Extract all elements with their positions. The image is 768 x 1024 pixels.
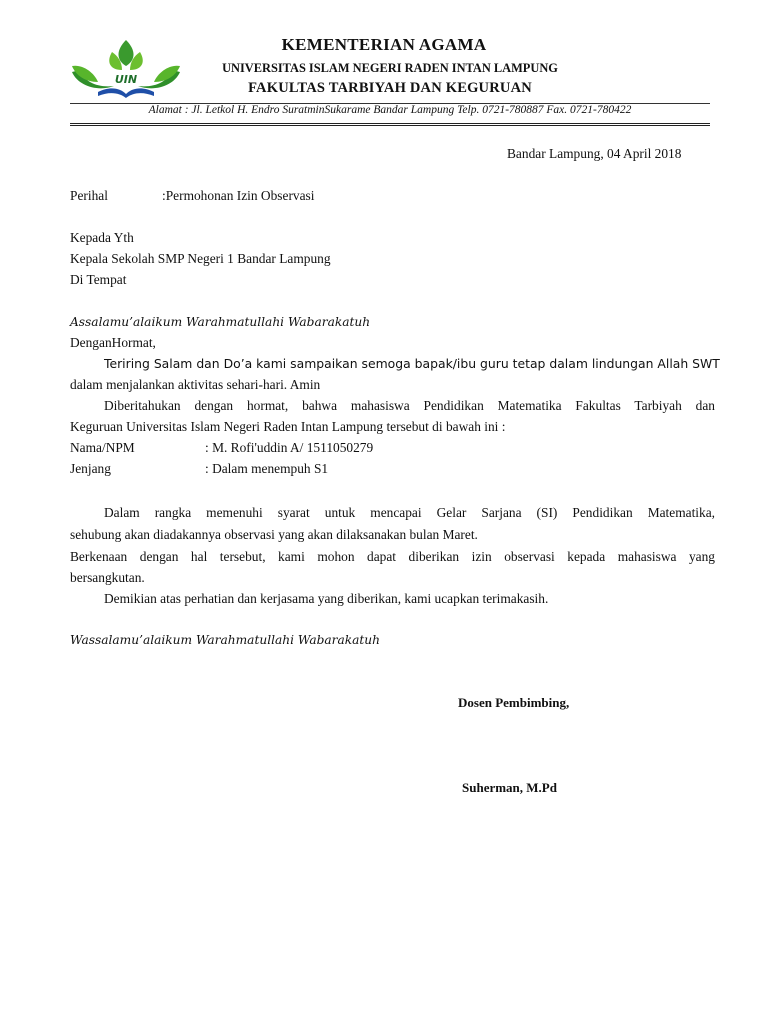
place-date: Bandar Lampung, 04 April 2018: [507, 146, 682, 161]
paragraph-2-line-1: Diberitahukan dengan hormat, bahwa mahasiswa Pendidikan Matematika Fakultas Tarbiyah dan: [104, 398, 715, 413]
paragraph-1-line-1: Teriring Salam dan Do’a kami sampaikan semoga bapak/ibu guru tetap dalam lindungan Allah SWT: [104, 356, 720, 371]
signature-title: Dosen Pembimbing,: [458, 695, 570, 710]
recipient-line-2: Kepala Sekolah SMP Negeri 1 Bandar Lampung: [70, 251, 331, 266]
paragraph-2-line-2: Keguruan Universitas Islam Negeri Raden Intan Lampung tersebut di bawah ini :: [70, 419, 506, 434]
paragraph-3-line-1: Dalam rangka memenuhi syarat untuk mencapai Gelar Sarjana (SI) Pendidikan Matematika,: [104, 505, 715, 520]
university-heading: UNIVERSITAS ISLAM NEGERI RADEN INTAN LAMPUNG: [222, 61, 558, 75]
subject-label: Perihal: [70, 188, 108, 203]
student-level-value: : Dalam menempuh S1: [205, 461, 329, 476]
subject-value: :Permohonan Izin Observasi: [162, 188, 315, 203]
student-name-value: : M. Rofi'uddin A/ 1511050279: [205, 440, 374, 455]
logo-text: UIN: [114, 73, 138, 86]
ministry-heading: KEMENTERIAN AGAMA: [281, 35, 487, 54]
paragraph-4-line-2: bersangkutan.: [70, 570, 145, 585]
letterhead-address: Alamat : Jl. Letkol H. Endro SuratminSukarame Bandar Lampung Telp. 0721-780887 Fax. 0721-780422: [148, 104, 632, 116]
faculty-heading: FAKULTAS TARBIYAH DAN KEGURUAN: [248, 80, 532, 96]
letterhead-divider-thick: [70, 123, 710, 126]
student-level-label: Jenjang: [70, 461, 111, 476]
paragraph-4-line-1: Berkenaan dengan hal tersebut, kami mohon dapat diberikan izin observasi kepada mahasiswa yang: [70, 549, 715, 564]
closing-greeting: Wassalamu’alaikum Warahmatullahi Wabarakatuh: [70, 633, 381, 647]
paragraph-1-line-2: dalam menjalankan aktivitas sehari-hari. Amin: [70, 377, 321, 392]
recipient-line-3: Di Tempat: [70, 272, 127, 287]
paragraph-5: Demikian atas perhatian dan kerjasama yang diberikan, kami ucapkan terimakasih.: [104, 591, 549, 606]
paragraph-3-line-2: sehubung akan diadakannya observasi yang akan dilaksanakan bulan Maret.: [70, 527, 478, 542]
signature-name: Suherman, M.Pd: [462, 780, 557, 795]
salutation: DenganHormat,: [70, 335, 156, 350]
opening-greeting: Assalamu’alaikum Warahmatullahi Wabarakatuh: [70, 315, 371, 329]
recipient-line-1: Kepada Yth: [70, 230, 134, 245]
student-name-label: Nama/NPM: [70, 440, 135, 455]
